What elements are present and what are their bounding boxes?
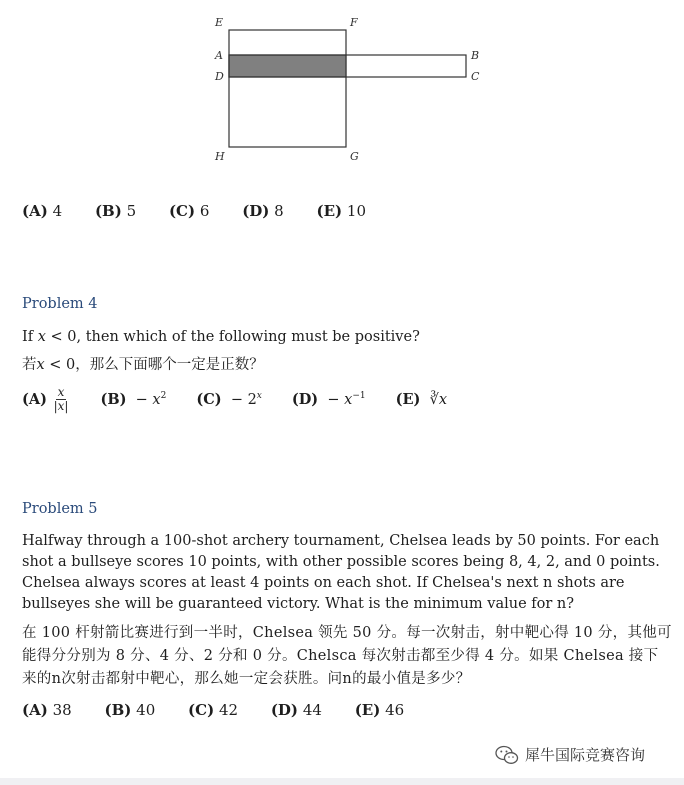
label-f: F — [350, 16, 358, 29]
choice-a: (A) 4 — [22, 202, 63, 220]
geometry-figure — [0, 0, 684, 180]
choice-e: (E) 46 — [354, 701, 405, 719]
problem5-choices — [22, 701, 432, 719]
choice-e: (E) ∛x — [395, 391, 448, 408]
brand-name: 犀牛国际竞赛咨询 — [525, 746, 646, 764]
choice-d: $(D) - x^{-1}$ — [291, 391, 366, 408]
choice-b: $(B) - x^2$ — [100, 391, 167, 408]
choice-d: (D) 8 — [242, 202, 284, 220]
problem5-text-en: Halfway through a 100-shot archery tournament, Chelsea leads by 50 points. For each shot a bullseye scores 10 points, with other possible scores being 8, 4, 2, and 0 points. Chelsea always scores at least 4 points on each shot. If Chelsea's next n shots are bullseyes she will be guaranteed victory. What is the minimum value for n? — [22, 533, 660, 612]
wechat-icon — [495, 745, 519, 765]
brand-watermark — [495, 744, 645, 765]
label-a: A — [215, 49, 223, 62]
problem5-title: Problem 5 — [22, 501, 98, 517]
shaded-region — [229, 55, 346, 77]
choice-c: (C) 42 — [188, 701, 239, 719]
choice-c: (C) 6 — [168, 202, 210, 220]
problem4-question-cn: 若x < 0，那么下面哪个一定是正数？ — [22, 357, 264, 373]
problem4-question-en: If x < 0, then which of the following must be positive? — [22, 329, 420, 345]
choice-c: $(C) - 2^x$ — [196, 391, 262, 408]
choice-a: (A) 38 — [22, 701, 72, 719]
label-b: B — [471, 49, 480, 62]
problem4-choices — [22, 386, 447, 413]
label-d: D — [215, 70, 224, 83]
choice-b: (B) 40 — [104, 701, 156, 719]
choice-d: (D) 44 — [270, 701, 322, 719]
label-g: G — [350, 150, 359, 163]
choice-b: (B) 5 — [94, 202, 137, 220]
fraction: $\frac{x}{|x|}$ — [53, 385, 69, 413]
problem5-text-cn: 在 100 杆射箭比赛进行到一半时，Chelsea 领先 50 分。每一次射击，射中靶心得 10 分，其他可能得分分别为 8 分、4 分、2 分和 0 分。Chelsca 每次射击都至少得 4 分。如果 Chelsea 接下来的n次射击都射中靶心，那么她一定会获胜。问n的最小值是多少？ — [22, 625, 672, 687]
choice-a: (A) $\frac{x}{|x|}$ — [22, 385, 69, 413]
problem3-choices — [22, 202, 394, 220]
square-efgh — [229, 30, 346, 147]
label-e: E — [215, 16, 224, 29]
problem4-title: Problem 4 — [22, 296, 98, 312]
label-h: H — [215, 150, 225, 163]
label-c: C — [471, 70, 480, 83]
choice-e: (E) 10 — [316, 202, 367, 220]
footer-bar — [0, 778, 684, 785]
